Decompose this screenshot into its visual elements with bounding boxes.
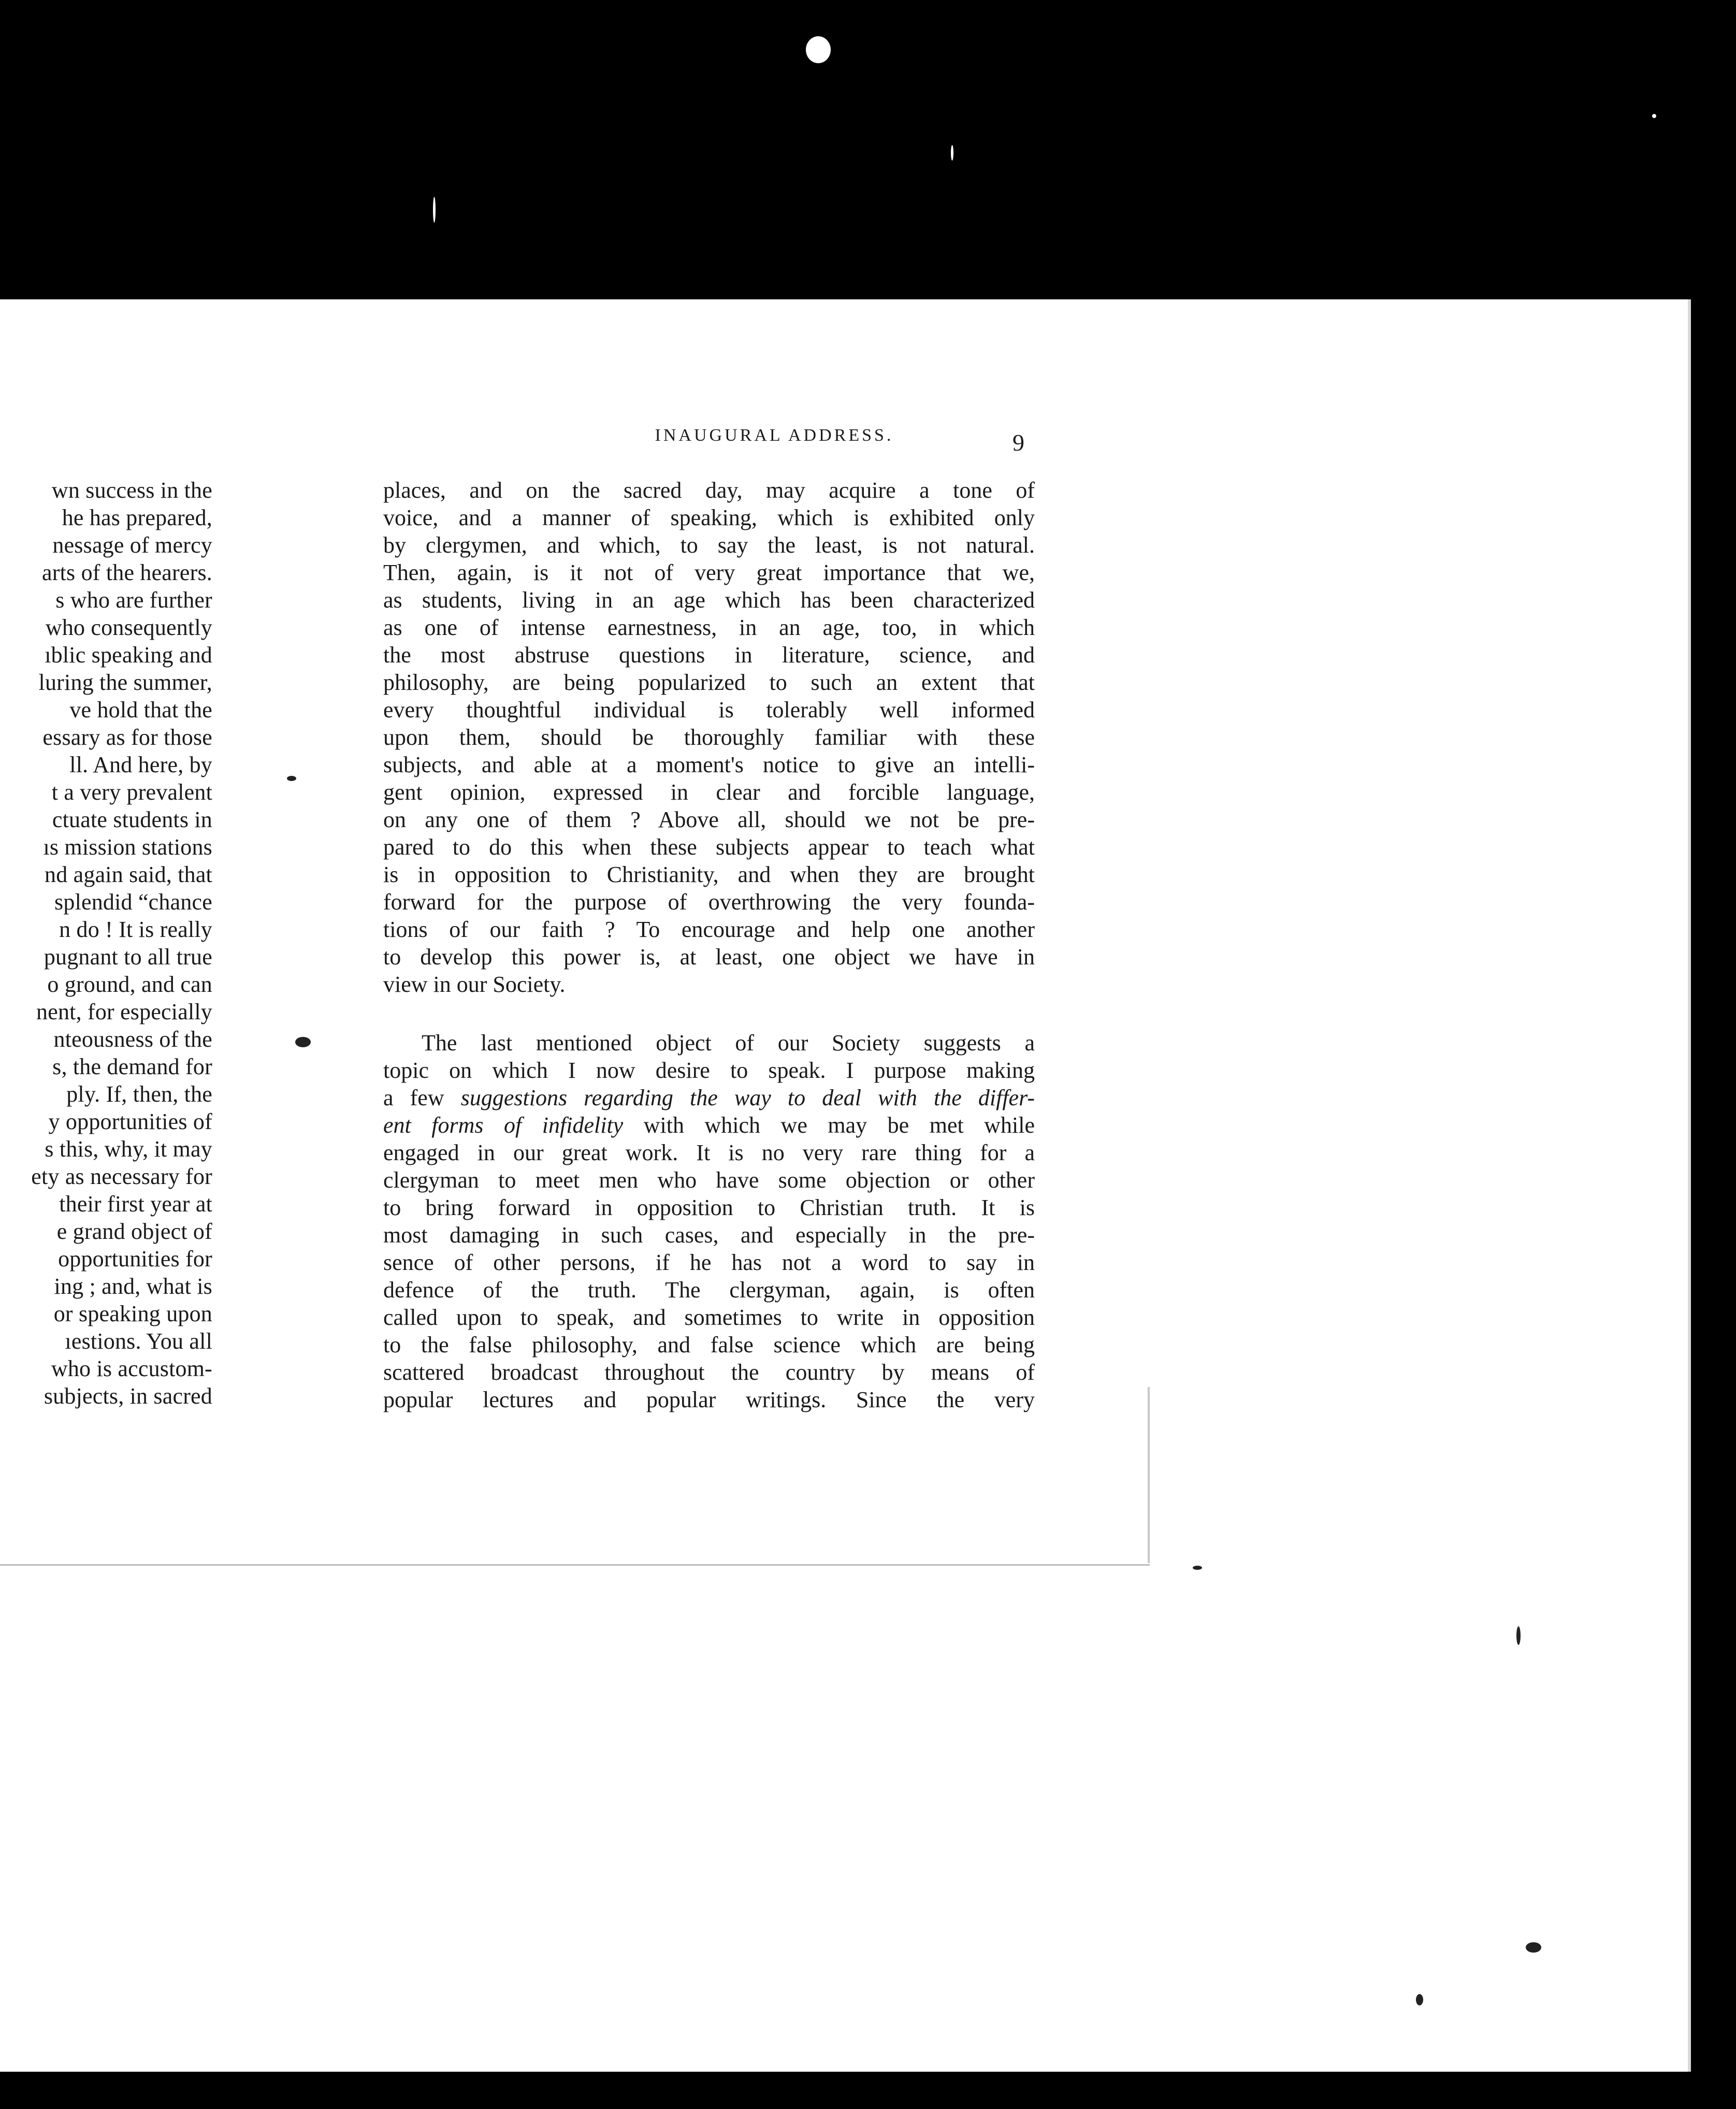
text-line: most damaging in such cases, and especially in the pre- [383,1222,1035,1248]
text-line: he has prepared, [62,505,212,530]
text-line: philosophy, are being popularized to such an extent that [383,670,1035,695]
text-line: ety as necessary for [31,1164,212,1189]
text-line: as one of intense earnestness, in an age, too, in which [383,615,1035,640]
text-line: nd again said, that [45,862,212,887]
text-line: by clergymen, and which, to say the least, is not natural. [383,532,1035,558]
text-line: ve hold that the [69,697,212,723]
text-line: nteousness of the [53,1027,212,1052]
text-line: nent, for especially [36,999,212,1024]
page-right-edge [1148,1387,1150,1563]
scan-speck [295,1037,311,1047]
text-line: ıs mission stations [43,834,212,860]
page-edge [1688,299,1691,2072]
text-line: called upon to speak, and sometimes to write in opposition [383,1305,1035,1330]
text-line: pared to do this when these subjects appear to teach what [383,834,1035,860]
text-line: every thoughtful individual is tolerably well informed [383,697,1035,723]
text-line: ctuate students in [52,807,212,832]
previous-page-column [0,476,212,1410]
text-line: luring the summer, [38,670,212,695]
text-line: splendid “chance [54,889,212,915]
scan-speck [433,197,436,223]
text-line: who consequently [45,615,212,640]
text-line: ply. If, then, the [66,1081,212,1107]
scan-speck [1516,1626,1521,1645]
text-line: sence of other persons, if he has not a word to say in [383,1250,1035,1275]
text-line: their first year at [59,1191,212,1217]
text-line: engaged in our great work. It is no very rare thing for a [383,1140,1035,1165]
text-line: s this, why, it may [45,1136,212,1162]
running-head: INAUGURAL ADDRESS. [655,426,894,445]
text-line: to develop this power is, at least, one object we have in [383,944,1035,970]
italic-phrase: suggestions regarding the way to deal with the differ- [460,1085,1035,1110]
text-line: gent opinion, expressed in clear and forcible language, [383,779,1035,805]
scan-speck [806,36,831,63]
text-line: clergyman to meet men who have some objection or other [383,1167,1035,1193]
text-segment: with which we may be met while [623,1113,1035,1138]
text-line: on any one of them ? Above all, should we not be pre- [383,807,1035,832]
text-segment: a few [383,1085,461,1110]
main-text-column [383,476,1035,1413]
text-line: who is accustom- [51,1356,212,1381]
paragraph-2 [383,1029,1035,1413]
text-line: the most abstruse questions in literature, science, and [383,642,1035,668]
scan-speck [1652,114,1656,118]
scan-speck [1416,1994,1423,2005]
text-line: voice, and a manner of speaking, which is exhibited only [383,505,1035,530]
text-line: s, the demand for [52,1054,212,1079]
page-number: 9 [1012,429,1024,456]
text-line: to the false philosophy, and false science which are being [383,1332,1035,1357]
scan-speck [287,776,296,781]
text-line: essary as for those [42,725,212,750]
text-line: tions of our faith ? To encourage and help one another [383,917,1035,942]
text-line: places, and on the sacred day, may acquire a tone of [383,478,1035,503]
text-line: forward for the purpose of overthrowing the very founda- [383,889,1035,915]
page-bottom-edge [0,1560,1150,1566]
paragraph-1 [383,476,1035,998]
text-line: to bring forward in opposition to Christian truth. It is [383,1195,1035,1220]
italic-phrase: ent forms of infidelity [383,1113,624,1138]
text-line: The last mentioned object of our Society suggests a [422,1030,1035,1056]
text-line: n do ! It is really [59,917,212,942]
text-line: Then, again, is it not of very great importance that we, [383,560,1035,585]
text-line: or speaking upon [53,1301,212,1326]
text-line: ing ; and, what is [54,1274,212,1299]
text-line: scattered broadcast throughout the country by means of [383,1360,1035,1385]
text-line: nessage of mercy [52,532,212,558]
scan-speck [1193,1566,1202,1570]
text-line: pugnant to all true [44,944,212,970]
text-line: view in our Society. [383,972,566,997]
paragraph-2-rest [383,1139,1035,1413]
text-line: ll. And here, by [69,752,212,777]
text-line: defence of the truth. The clergyman, again, is often [383,1277,1035,1303]
text-line: upon them, should be thoroughly familiar with these [383,725,1035,750]
text-line: o ground, and can [47,972,212,997]
text-line [383,1111,1035,1139]
scan-speck [951,145,953,161]
text-line: subjects, in sacred [44,1383,212,1409]
text-line: is in opposition to Christianity, and when they are brought [383,862,1035,887]
text-line: ıestions. You all [65,1328,212,1354]
text-line: as students, living in an age which has been characterized [383,587,1035,613]
text-line: topic on which I now desire to speak. I purpose making [383,1058,1035,1083]
text-line: opportunities for [58,1246,212,1272]
scan-speck [1526,1942,1541,1953]
text-line: subjects, and able at a moment's notice to give an intelli- [383,752,1035,777]
text-line: ıblic speaking and [45,642,212,668]
text-line: s who are further [55,587,212,613]
text-line: y opportunities of [48,1109,212,1134]
text-line [383,1084,1035,1111]
text-line: arts of the hearers. [42,560,212,585]
text-line: wn success in the [51,478,212,503]
text-line: e grand object of [56,1219,212,1244]
text-line: t a very prevalent [51,779,212,805]
text-line: popular lectures and popular writings. Since the very [383,1387,1035,1412]
